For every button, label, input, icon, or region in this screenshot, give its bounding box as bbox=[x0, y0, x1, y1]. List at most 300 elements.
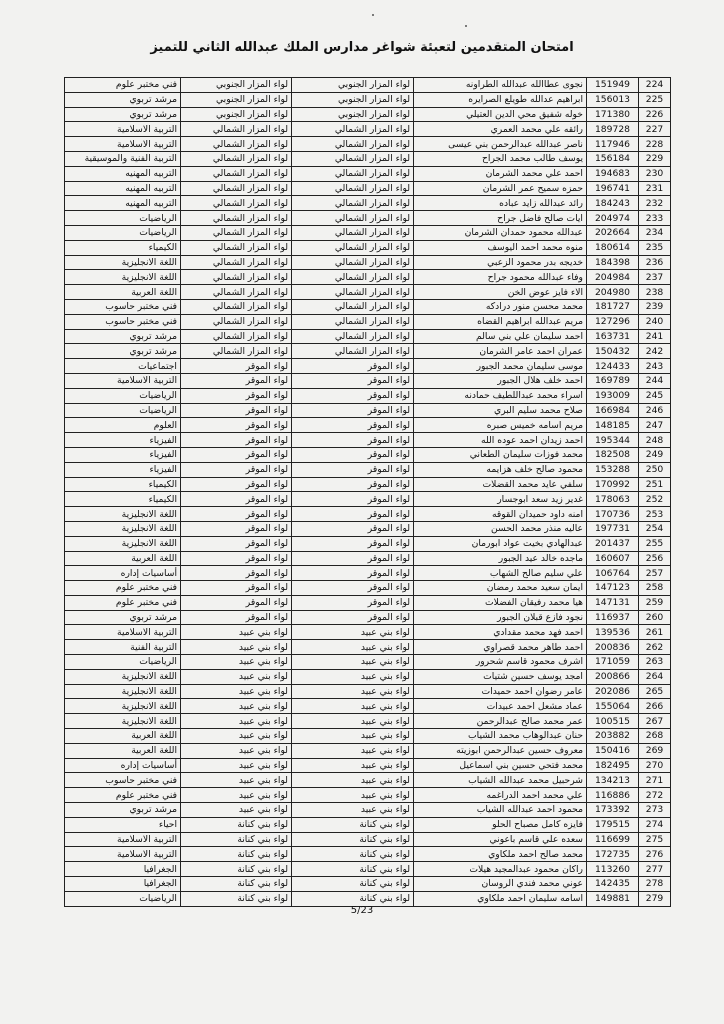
area-cell: لواء الموقر bbox=[292, 462, 414, 477]
table-row bbox=[65, 492, 671, 507]
area-cell: لواء الموقر bbox=[292, 418, 414, 433]
applicant-id-cell: 170736 bbox=[587, 507, 639, 522]
table-row bbox=[65, 655, 671, 670]
area-cell: لواء الموقر bbox=[292, 373, 414, 388]
applicant-name-cell: منوه محمد احمد اليوسف bbox=[414, 240, 587, 255]
applicant-id-cell: 184398 bbox=[587, 255, 639, 270]
applicant-name-cell: ماجده خالد عيد الجبور bbox=[414, 551, 587, 566]
specialization-cell: الكيمياء bbox=[65, 240, 181, 255]
directorate-cell: لواء بني كنانة bbox=[181, 877, 292, 892]
applicant-name-cell: احمد خلف هلال الجبور bbox=[414, 373, 587, 388]
applicant-name-cell: ايات صالح فاضل جراح bbox=[414, 211, 587, 226]
area-cell: لواء المزار الشمالي bbox=[292, 137, 414, 152]
area-cell: لواء الموقر bbox=[292, 492, 414, 507]
applicant-id-cell: 155064 bbox=[587, 699, 639, 714]
applicant-id-cell: 166984 bbox=[587, 403, 639, 418]
applicant-name-cell: ناصر عبدالله عبدالرحمن بني عيسى bbox=[414, 137, 587, 152]
applicant-name-cell: عمر محمد صالح عبدالرحمن bbox=[414, 714, 587, 729]
directorate-cell: لواء المزار الشمالي bbox=[181, 196, 292, 211]
specialization-cell: الفيزياء bbox=[65, 462, 181, 477]
area-cell: لواء الموقر bbox=[292, 477, 414, 492]
table-row bbox=[65, 521, 671, 536]
directorate-cell: لواء المزار الشمالي bbox=[181, 151, 292, 166]
directorate-cell: لواء المزار الشمالي bbox=[181, 240, 292, 255]
specialization-cell: فني مختبر حاسوب bbox=[65, 299, 181, 314]
area-cell: لواء الموقر bbox=[292, 359, 414, 374]
applicant-name-cell: محمود احمد عبدالله الشياب bbox=[414, 803, 587, 818]
applicant-name-cell: رائد عبدالله زايد عباده bbox=[414, 196, 587, 211]
applicant-name-cell: رائقه علي محمد العمري bbox=[414, 122, 587, 137]
table-row bbox=[65, 196, 671, 211]
table-row bbox=[65, 536, 671, 551]
table-row bbox=[65, 285, 671, 300]
table-row bbox=[65, 610, 671, 625]
directorate-cell: لواء المزار الشمالي bbox=[181, 314, 292, 329]
applicant-name-cell: محمود صالح خلف هزايمه bbox=[414, 462, 587, 477]
specialization-cell: الكيمياء bbox=[65, 477, 181, 492]
area-cell: لواء المزار الشمالي bbox=[292, 122, 414, 137]
area-cell: لواء المزار الشمالي bbox=[292, 329, 414, 344]
directorate-cell: لواء الموقر bbox=[181, 433, 292, 448]
table-row bbox=[65, 507, 671, 522]
area-cell: لواء المزار الشمالي bbox=[292, 211, 414, 226]
applicant-id-cell: 148185 bbox=[587, 418, 639, 433]
area-cell: لواء المزار الشمالي bbox=[292, 299, 414, 314]
area-cell: لواء الموقر bbox=[292, 521, 414, 536]
applicant-id-cell: 106764 bbox=[587, 566, 639, 581]
area-cell: لواء بني عبيد bbox=[292, 773, 414, 788]
specialization-cell: التربية الفنية bbox=[65, 640, 181, 655]
specialization-cell: مرشد تربوي bbox=[65, 329, 181, 344]
page-title: امتحان المتقدمين لتعبئة شواغر مدارس الملك عبدالله الثاني للتميز bbox=[150, 40, 574, 55]
row-number-cell: 253 bbox=[639, 507, 671, 522]
area-cell: لواء بني عبيد bbox=[292, 758, 414, 773]
directorate-cell: لواء الموقر bbox=[181, 388, 292, 403]
row-number-cell: 229 bbox=[639, 151, 671, 166]
applicant-id-cell: 204980 bbox=[587, 285, 639, 300]
row-number-cell: 277 bbox=[639, 862, 671, 877]
table-row bbox=[65, 817, 671, 832]
directorate-cell: لواء الموقر bbox=[181, 477, 292, 492]
directorate-cell: لواء المزار الشمالي bbox=[181, 285, 292, 300]
row-number-cell: 252 bbox=[639, 492, 671, 507]
applicant-id-cell: 171380 bbox=[587, 107, 639, 122]
row-number-cell: 236 bbox=[639, 255, 671, 270]
applicant-name-cell: يوسف طالب محمد الجراح bbox=[414, 151, 587, 166]
applicant-id-cell: 173392 bbox=[587, 803, 639, 818]
specialization-cell: الرياضيات bbox=[65, 388, 181, 403]
applicant-name-cell: موسى سليمان محمد الجبور bbox=[414, 359, 587, 374]
applicant-name-cell: وفاء عبدالله محمود جراح bbox=[414, 270, 587, 285]
area-cell: لواء بني عبيد bbox=[292, 743, 414, 758]
applicant-name-cell: صلاح محمد سليم البري bbox=[414, 403, 587, 418]
directorate-cell: لواء بني كنانة bbox=[181, 832, 292, 847]
specialization-cell: فني مختبر علوم bbox=[65, 788, 181, 803]
table-row bbox=[65, 862, 671, 877]
specialization-cell: أساسيات إداره bbox=[65, 758, 181, 773]
applicant-id-cell: 149881 bbox=[587, 891, 639, 906]
applicant-id-cell: 142435 bbox=[587, 877, 639, 892]
specialization-cell: فني مختبر علوم bbox=[65, 581, 181, 596]
area-cell: لواء بني كنانة bbox=[292, 891, 414, 906]
row-number-cell: 251 bbox=[639, 477, 671, 492]
applicant-id-cell: 200866 bbox=[587, 669, 639, 684]
row-number-cell: 225 bbox=[639, 92, 671, 107]
table-row bbox=[65, 699, 671, 714]
area-cell: لواء الموقر bbox=[292, 566, 414, 581]
applicant-name-cell: فايزه كامل مصباح الحلو bbox=[414, 817, 587, 832]
specialization-cell: اللغة الانجليزية bbox=[65, 255, 181, 270]
row-number-cell: 226 bbox=[639, 107, 671, 122]
directorate-cell: لواء الموقر bbox=[181, 551, 292, 566]
applicant-id-cell: 204984 bbox=[587, 270, 639, 285]
table-row bbox=[65, 314, 671, 329]
applicant-id-cell: 184243 bbox=[587, 196, 639, 211]
specialization-cell: الرياضيات bbox=[65, 655, 181, 670]
applicant-id-cell: 153288 bbox=[587, 462, 639, 477]
row-number-cell: 266 bbox=[639, 699, 671, 714]
directorate-cell: لواء الموقر bbox=[181, 566, 292, 581]
applicant-name-cell: محمد محسن منور درادكه bbox=[414, 299, 587, 314]
row-number-cell: 265 bbox=[639, 684, 671, 699]
applicant-id-cell: 124433 bbox=[587, 359, 639, 374]
directorate-cell: لواء الموقر bbox=[181, 462, 292, 477]
scan-mark bbox=[372, 14, 374, 16]
applicant-id-cell: 163731 bbox=[587, 329, 639, 344]
row-number-cell: 228 bbox=[639, 137, 671, 152]
table-row bbox=[65, 581, 671, 596]
table-row bbox=[65, 551, 671, 566]
applicant-name-cell: خوله شفيق محي الدين العتيلي bbox=[414, 107, 587, 122]
specialization-cell: التربية الاسلامية bbox=[65, 373, 181, 388]
applicants-table-body bbox=[65, 78, 671, 907]
table-row bbox=[65, 669, 671, 684]
table-row bbox=[65, 107, 671, 122]
applicant-id-cell: 147131 bbox=[587, 595, 639, 610]
area-cell: لواء بني عبيد bbox=[292, 640, 414, 655]
specialization-cell: التربية الاسلامية bbox=[65, 137, 181, 152]
applicant-id-cell: 171059 bbox=[587, 655, 639, 670]
row-number-cell: 245 bbox=[639, 388, 671, 403]
row-number-cell: 239 bbox=[639, 299, 671, 314]
directorate-cell: لواء المزار الشمالي bbox=[181, 181, 292, 196]
applicant-name-cell: سعده علي قاسم باعوني bbox=[414, 832, 587, 847]
row-number-cell: 279 bbox=[639, 891, 671, 906]
specialization-cell: اللغة العربية bbox=[65, 551, 181, 566]
applicant-name-cell: علي سليم صالح الشهاب bbox=[414, 566, 587, 581]
specialization-cell: اللغة الانجليزية bbox=[65, 507, 181, 522]
row-number-cell: 263 bbox=[639, 655, 671, 670]
specialization-cell: التربيه المهنيه bbox=[65, 166, 181, 181]
directorate-cell: لواء الموقر bbox=[181, 373, 292, 388]
row-number-cell: 242 bbox=[639, 344, 671, 359]
row-number-cell: 270 bbox=[639, 758, 671, 773]
applicant-name-cell: محمد فتحي حسين بني اسماعيل bbox=[414, 758, 587, 773]
table-row bbox=[65, 640, 671, 655]
applicant-name-cell: اسامه سليمان احمد ملكاوي bbox=[414, 891, 587, 906]
area-cell: لواء المزار الشمالي bbox=[292, 196, 414, 211]
directorate-cell: لواء بني عبيد bbox=[181, 803, 292, 818]
area-cell: لواء بني عبيد bbox=[292, 788, 414, 803]
applicant-id-cell: 181727 bbox=[587, 299, 639, 314]
area-cell: لواء المزار الشمالي bbox=[292, 166, 414, 181]
applicant-name-cell: عبدالهادي بخيت عواد ابورمان bbox=[414, 536, 587, 551]
row-number-cell: 232 bbox=[639, 196, 671, 211]
specialization-cell: اللغة العربية bbox=[65, 743, 181, 758]
specialization-cell: التربيه المهنيه bbox=[65, 181, 181, 196]
applicant-id-cell: 147123 bbox=[587, 581, 639, 596]
directorate-cell: لواء بني كنانة bbox=[181, 862, 292, 877]
applicant-name-cell: عماد مشعل احمد عبيدات bbox=[414, 699, 587, 714]
applicant-name-cell: ايمان سعيد محمد رمضان bbox=[414, 581, 587, 596]
directorate-cell: لواء الموقر bbox=[181, 492, 292, 507]
table-row bbox=[65, 447, 671, 462]
area-cell: لواء بني كنانة bbox=[292, 817, 414, 832]
applicant-id-cell: 197731 bbox=[587, 521, 639, 536]
applicant-id-cell: 179515 bbox=[587, 817, 639, 832]
row-number-cell: 264 bbox=[639, 669, 671, 684]
specialization-cell: مرشد تربوي bbox=[65, 92, 181, 107]
applicant-name-cell: حنان عبدالوهاب محمد الشياب bbox=[414, 729, 587, 744]
applicant-id-cell: 180614 bbox=[587, 240, 639, 255]
applicant-name-cell: احمد طاهر محمد قصراوي bbox=[414, 640, 587, 655]
table-row bbox=[65, 359, 671, 374]
specialization-cell: اللغة الانجليزية bbox=[65, 684, 181, 699]
area-cell: لواء بني عبيد bbox=[292, 714, 414, 729]
table-row bbox=[65, 137, 671, 152]
specialization-cell: التربية الفنية والموسيقية bbox=[65, 151, 181, 166]
applicant-name-cell: امجد يوسف حسين شتيات bbox=[414, 669, 587, 684]
area-cell: لواء المزار الشمالي bbox=[292, 225, 414, 240]
directorate-cell: لواء المزار الشمالي bbox=[181, 270, 292, 285]
directorate-cell: لواء المزار الشمالي bbox=[181, 299, 292, 314]
applicant-id-cell: 182495 bbox=[587, 758, 639, 773]
directorate-cell: لواء الموقر bbox=[181, 359, 292, 374]
table-row bbox=[65, 225, 671, 240]
directorate-cell: لواء بني كنانة bbox=[181, 817, 292, 832]
specialization-cell: اجتماعيات bbox=[65, 359, 181, 374]
directorate-cell: لواء بني عبيد bbox=[181, 788, 292, 803]
specialization-cell: الجغرافيا bbox=[65, 877, 181, 892]
applicant-id-cell: 196741 bbox=[587, 181, 639, 196]
directorate-cell: لواء المزار الشمالي bbox=[181, 211, 292, 226]
applicant-id-cell: 127296 bbox=[587, 314, 639, 329]
specialization-cell: مرشد تربوي bbox=[65, 344, 181, 359]
area-cell: لواء المزار الجنوبي bbox=[292, 78, 414, 93]
applicant-id-cell: 156184 bbox=[587, 151, 639, 166]
table-row bbox=[65, 743, 671, 758]
row-number-cell: 230 bbox=[639, 166, 671, 181]
applicant-id-cell: 151949 bbox=[587, 78, 639, 93]
table-row bbox=[65, 181, 671, 196]
applicant-name-cell: نجود فازع قبلان الجبور bbox=[414, 610, 587, 625]
table-row bbox=[65, 166, 671, 181]
applicant-name-cell: نجوى عطاالله عبدالله الطراونه bbox=[414, 78, 587, 93]
directorate-cell: لواء الموقر bbox=[181, 447, 292, 462]
table-row bbox=[65, 803, 671, 818]
area-cell: لواء المزار الشمالي bbox=[292, 181, 414, 196]
applicant-name-cell: غدير زيد سعد ابوجسار bbox=[414, 492, 587, 507]
specialization-cell: التربيه المهنيه bbox=[65, 196, 181, 211]
area-cell: لواء الموقر bbox=[292, 507, 414, 522]
row-number-cell: 268 bbox=[639, 729, 671, 744]
row-number-cell: 256 bbox=[639, 551, 671, 566]
applicants-table bbox=[64, 77, 671, 907]
table-row bbox=[65, 270, 671, 285]
applicant-name-cell: اسراء محمد عبداللطيف حمادنه bbox=[414, 388, 587, 403]
area-cell: لواء الموقر bbox=[292, 581, 414, 596]
row-number-cell: 273 bbox=[639, 803, 671, 818]
directorate-cell: لواء المزار الشمالي bbox=[181, 137, 292, 152]
applicant-name-cell: اشرف محمود قاسم شحرور bbox=[414, 655, 587, 670]
row-number-cell: 246 bbox=[639, 403, 671, 418]
area-cell: لواء بني كنانة bbox=[292, 832, 414, 847]
area-cell: لواء الموقر bbox=[292, 433, 414, 448]
table-row bbox=[65, 151, 671, 166]
row-number-cell: 260 bbox=[639, 610, 671, 625]
row-number-cell: 250 bbox=[639, 462, 671, 477]
applicant-id-cell: 189728 bbox=[587, 122, 639, 137]
table-row bbox=[65, 462, 671, 477]
row-number-cell: 259 bbox=[639, 595, 671, 610]
directorate-cell: لواء بني عبيد bbox=[181, 758, 292, 773]
applicant-id-cell: 117946 bbox=[587, 137, 639, 152]
directorate-cell: لواء المزار الشمالي bbox=[181, 166, 292, 181]
area-cell: لواء المزار الشمالي bbox=[292, 344, 414, 359]
table-row bbox=[65, 847, 671, 862]
row-number-cell: 275 bbox=[639, 832, 671, 847]
specialization-cell: احياء bbox=[65, 817, 181, 832]
specialization-cell: العلوم bbox=[65, 418, 181, 433]
applicant-id-cell: 113260 bbox=[587, 862, 639, 877]
directorate-cell: لواء المزار الجنوبي bbox=[181, 107, 292, 122]
applicant-name-cell: عمران احمد عامر الشرمان bbox=[414, 344, 587, 359]
area-cell: لواء بني عبيد bbox=[292, 729, 414, 744]
directorate-cell: لواء المزار الشمالي bbox=[181, 122, 292, 137]
directorate-cell: لواء بني عبيد bbox=[181, 699, 292, 714]
applicant-name-cell: محمد صالح احمد ملكاوي bbox=[414, 847, 587, 862]
applicant-name-cell: حمزه سميح عمر الشرمان bbox=[414, 181, 587, 196]
specialization-cell: فني مختبر حاسوب bbox=[65, 773, 181, 788]
row-number-cell: 269 bbox=[639, 743, 671, 758]
applicant-name-cell: امنه داود حميدان القوقه bbox=[414, 507, 587, 522]
specialization-cell: الرياضيات bbox=[65, 211, 181, 226]
directorate-cell: لواء المزار الجنوبي bbox=[181, 92, 292, 107]
specialization-cell: الفيزياء bbox=[65, 447, 181, 462]
applicant-name-cell: سلفي عايد محمد القضلات bbox=[414, 477, 587, 492]
specialization-cell: الكيمياء bbox=[65, 492, 181, 507]
directorate-cell: لواء الموقر bbox=[181, 507, 292, 522]
row-number-cell: 257 bbox=[639, 566, 671, 581]
directorate-cell: لواء بني عبيد bbox=[181, 743, 292, 758]
applicant-id-cell: 202086 bbox=[587, 684, 639, 699]
directorate-cell: لواء بني كنانة bbox=[181, 847, 292, 862]
applicant-id-cell: 116699 bbox=[587, 832, 639, 847]
specialization-cell: فني مختبر علوم bbox=[65, 78, 181, 93]
applicant-id-cell: 194683 bbox=[587, 166, 639, 181]
applicant-id-cell: 202664 bbox=[587, 225, 639, 240]
row-number-cell: 233 bbox=[639, 211, 671, 226]
area-cell: لواء الموقر bbox=[292, 447, 414, 462]
applicant-name-cell: علي محمد احمد الدراغمه bbox=[414, 788, 587, 803]
directorate-cell: لواء الموقر bbox=[181, 403, 292, 418]
applicant-id-cell: 201437 bbox=[587, 536, 639, 551]
row-number-cell: 244 bbox=[639, 373, 671, 388]
table-row bbox=[65, 595, 671, 610]
applicant-name-cell: خديجه بدر محمود الزعبي bbox=[414, 255, 587, 270]
directorate-cell: لواء بني عبيد bbox=[181, 773, 292, 788]
row-number-cell: 271 bbox=[639, 773, 671, 788]
row-number-cell: 238 bbox=[639, 285, 671, 300]
specialization-cell: التربية الاسلامية bbox=[65, 122, 181, 137]
table-row bbox=[65, 92, 671, 107]
applicant-id-cell: 116886 bbox=[587, 788, 639, 803]
directorate-cell: لواء المزار الشمالي bbox=[181, 225, 292, 240]
area-cell: لواء الموقر bbox=[292, 595, 414, 610]
directorate-cell: لواء بني عبيد bbox=[181, 625, 292, 640]
area-cell: لواء الموقر bbox=[292, 403, 414, 418]
applicant-name-cell: شرحبيل محمد عبدالله الشياب bbox=[414, 773, 587, 788]
area-cell: لواء الموقر bbox=[292, 610, 414, 625]
row-number-cell: 235 bbox=[639, 240, 671, 255]
table-row bbox=[65, 344, 671, 359]
specialization-cell: اللغة الانجليزية bbox=[65, 521, 181, 536]
applicant-name-cell: عوني محمد فندي الروسان bbox=[414, 877, 587, 892]
area-cell: لواء المزار الشمالي bbox=[292, 314, 414, 329]
row-number-cell: 255 bbox=[639, 536, 671, 551]
row-number-cell: 254 bbox=[639, 521, 671, 536]
directorate-cell: لواء بني عبيد bbox=[181, 655, 292, 670]
table-row bbox=[65, 240, 671, 255]
area-cell: لواء بني عبيد bbox=[292, 669, 414, 684]
applicant-name-cell: احمد فهد محمد مقدادي bbox=[414, 625, 587, 640]
table-row bbox=[65, 403, 671, 418]
area-cell: لواء الموقر bbox=[292, 536, 414, 551]
specialization-cell: فني مختبر علوم bbox=[65, 595, 181, 610]
table-row bbox=[65, 373, 671, 388]
specialization-cell: اللغة الانجليزية bbox=[65, 699, 181, 714]
directorate-cell: لواء بني عبيد bbox=[181, 669, 292, 684]
table-row bbox=[65, 122, 671, 137]
applicant-id-cell: 170992 bbox=[587, 477, 639, 492]
specialization-cell: مرشد تربوي bbox=[65, 107, 181, 122]
applicant-name-cell: عامر رضوان احمد حميدات bbox=[414, 684, 587, 699]
row-number-cell: 267 bbox=[639, 714, 671, 729]
applicant-id-cell: 200836 bbox=[587, 640, 639, 655]
applicant-id-cell: 116937 bbox=[587, 610, 639, 625]
table-row bbox=[65, 773, 671, 788]
row-number-cell: 262 bbox=[639, 640, 671, 655]
table-row bbox=[65, 788, 671, 803]
area-cell: لواء الموقر bbox=[292, 551, 414, 566]
row-number-cell: 276 bbox=[639, 847, 671, 862]
specialization-cell: الرياضيات bbox=[65, 403, 181, 418]
applicant-name-cell: مريم اسامه خميس صبره bbox=[414, 418, 587, 433]
area-cell: لواء بني عبيد bbox=[292, 655, 414, 670]
table-row bbox=[65, 714, 671, 729]
area-cell: لواء بني كنانة bbox=[292, 847, 414, 862]
specialization-cell: الجغرافيا bbox=[65, 862, 181, 877]
specialization-cell: مرشد تربوي bbox=[65, 610, 181, 625]
specialization-cell: اللغة الانجليزية bbox=[65, 714, 181, 729]
applicant-name-cell: احمد زيدان احمد عوده الله bbox=[414, 433, 587, 448]
area-cell: لواء الموقر bbox=[292, 388, 414, 403]
area-cell: لواء بني عبيد bbox=[292, 625, 414, 640]
area-cell: لواء بني عبيد bbox=[292, 684, 414, 699]
applicant-id-cell: 156013 bbox=[587, 92, 639, 107]
row-number-cell: 224 bbox=[639, 78, 671, 93]
directorate-cell: لواء الموقر bbox=[181, 610, 292, 625]
